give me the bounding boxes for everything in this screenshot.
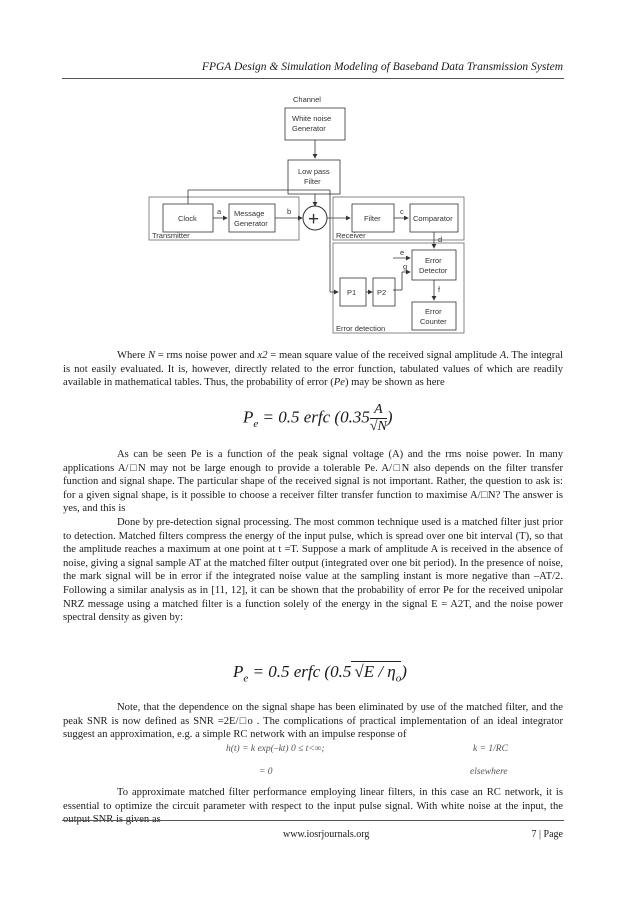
error-detector-box xyxy=(412,250,456,280)
signal-c: c xyxy=(400,207,404,216)
paragraph-1: Where N = rms noise power and x2 = mean square value of the received signal amplitude A. The integral is not easily evaluated. It is, however, directly related to the error function, tabulated values of which are readily available in mathematical tables. Thus, the probability of error (Pe) may be shown as here xyxy=(63,350,563,389)
comparator-label: Comparator xyxy=(413,214,453,223)
error-counter-label-2: Counter xyxy=(420,317,447,326)
error-detector-label-1: Error xyxy=(425,256,442,265)
paragraph-3: Done by pre-detection signal processing. The most common technique used is a matched filter just prior to detection. Matched filters compress the energy of the input pulse, which is spread over one bit interval (T), so that the amplitude reaches a maximum at one point at t =T. Suppose a mark of amplitude A is received in the absence of noise, giving a signal sample AT at the matched filter output (integrated over one bit period). In the presence of noise, the mark signal will be in error if the integrated noise value at the sampling instant is more negative than –AT/2. Following a similar analysis as in [11, 12], it can be shown that the probability of error Pe for the received unipolar NRZ message using a matched filter is a function solely of the energy in the signal E = A2T, and the noise power spectral density as given by: xyxy=(63,517,563,624)
low-pass-label-1: Low pass xyxy=(298,167,330,176)
p2-label: P2 xyxy=(377,288,387,297)
error-detection-label: Error detection xyxy=(336,324,386,333)
block-diagram xyxy=(0,0,638,345)
signal-e: e xyxy=(400,248,405,257)
page-number: 7 | Page xyxy=(531,829,563,840)
error-detector-label-2: Detector xyxy=(419,266,448,275)
paragraph-2: As can be seen Pe is a function of the peak signal voltage (A) and the rms noise power. In many applications A/□N may not be large enough to provide a tolerable Pe. A/□N also depends on the filter transfer function and signal shape. The particular shape of the received signal is not important. Rather, the question to ask is: for a given signal shape, is it possible to choose a receiver filter transfer function to maximise A/□N? The answer is yes, and this is xyxy=(63,449,563,515)
plus-sign: + xyxy=(308,209,320,230)
paragraph-4: Note, that the dependence on the signal shape has been eliminated by use of the matched filter, and the peak SNR is now defined as SNR =2E/□o . The complications of practical implementation of an ideal integrator suggest an approximation, e.g. a simple RC network with an impulse response of xyxy=(63,702,563,741)
equation-3-line-2: = 0 xyxy=(259,767,273,777)
low-pass-label-2: Filter xyxy=(304,177,321,186)
error-counter-label-1: Error xyxy=(425,307,442,316)
journal-url: www.iosrjournals.org xyxy=(283,829,370,840)
signal-d: d xyxy=(438,235,443,244)
equation-3-k-def: k = 1/RC xyxy=(473,744,508,754)
signal-f: f xyxy=(438,285,441,294)
running-header: FPGA Design & Simulation Modeling of Baseband Data Transmission System xyxy=(201,61,563,73)
clock-label: Clock xyxy=(178,214,197,223)
signal-a: a xyxy=(217,207,222,216)
receiver-label: Receiver xyxy=(336,231,366,240)
equation-3-line-1: h(t) = k exp(–kt) 0 ≤ t<∞; xyxy=(226,744,325,754)
equation-1: $P_e = 0.5$ erfc (0.35 $\frac{A}{√N}$ ) xyxy=(243,402,393,434)
channel-label: Channel xyxy=(293,95,321,104)
equation-2: $P_e = 0.5$ erfc (0.5 $√E / \eta_o$) xyxy=(233,662,407,685)
filter-label: Filter xyxy=(364,214,381,223)
message-label-2: Generator xyxy=(234,219,268,228)
equation-3-elsewhere: elsewhere xyxy=(470,767,508,777)
signal-b: b xyxy=(287,207,292,216)
white-noise-label-2: Generator xyxy=(292,124,326,133)
transmitter-label: Transmitter xyxy=(152,231,190,240)
message-label-1: Message xyxy=(234,209,265,218)
signal-g: g xyxy=(403,262,408,271)
p1-label: P1 xyxy=(347,288,357,297)
footer-rule xyxy=(62,820,564,821)
white-noise-label-1: White noise xyxy=(292,114,332,123)
paragraph-5: To approximate matched filter performance employing linear filters, in this case an RC network, it is essential to optimize the circuit parameter with respect to the input pulse signal. With white noise at the input, the output SNR is given as xyxy=(63,787,563,826)
